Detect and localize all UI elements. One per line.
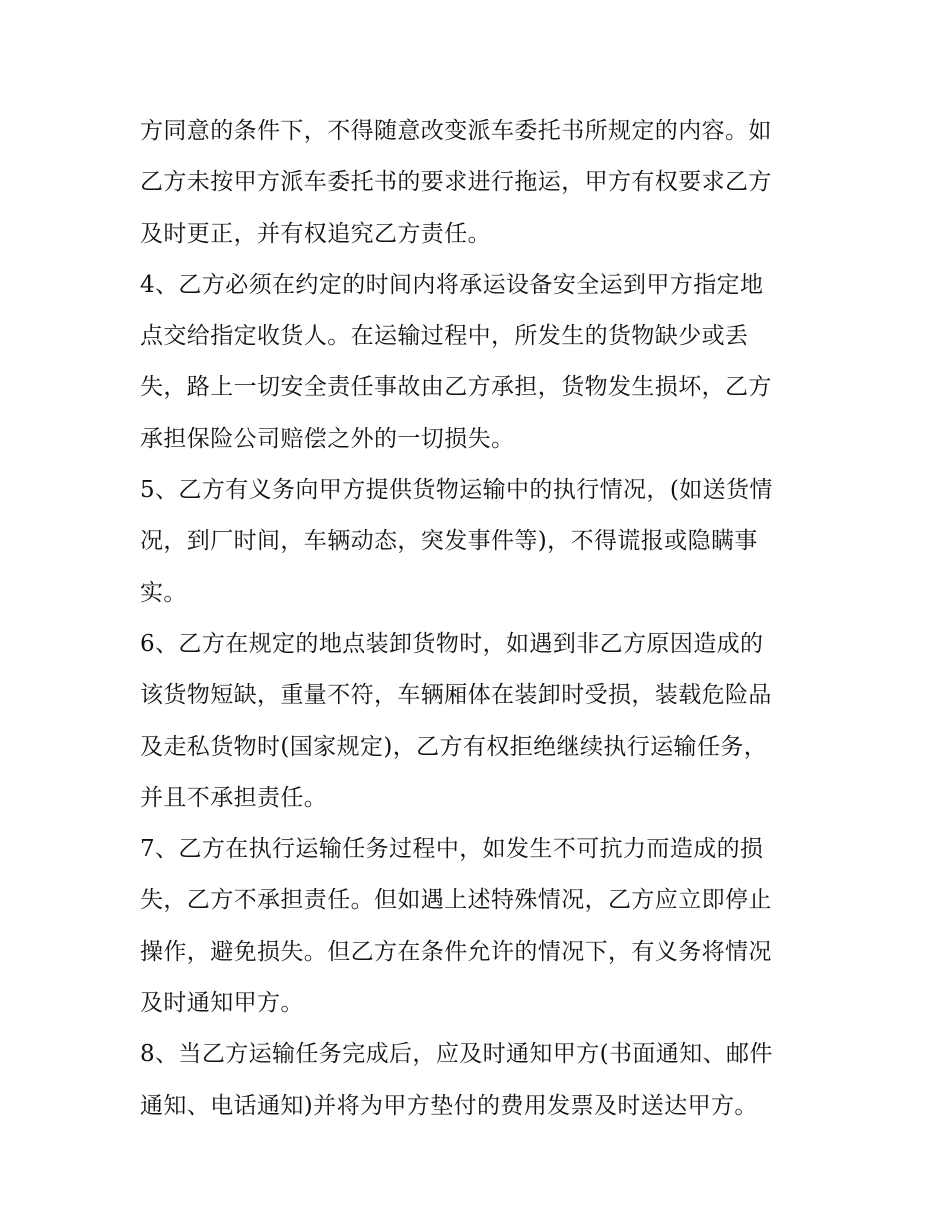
clause-5-line: 5、乙方有义务向甲方提供货物运输中的执行情况，(如送货情 bbox=[140, 477, 773, 504]
text-line: 况，到厂时间，车辆动态，突发事件等)，不得谎报或隐瞒事 bbox=[140, 528, 758, 555]
text-line: 操作，避免损失。但乙方在条件允许的情况下，有义务将情况 bbox=[140, 938, 772, 965]
text-line: 点交给指定收货人。在运输过程中，所发生的货物缺少或丢 bbox=[140, 323, 749, 350]
clause-6-line: 6、乙方在规定的地点装卸货物时，如遇到非乙方原因造成的 bbox=[140, 630, 764, 657]
clause-7-line: 7、乙方在执行运输任务过程中，如发生不可抗力而造成的损 bbox=[140, 836, 764, 863]
text-line: 及时通知甲方。 bbox=[140, 990, 304, 1017]
text-line: 并且不承担责任。 bbox=[140, 784, 328, 811]
clause-4-line: 4、乙方必须在约定的时间内将承运设备安全运到甲方指定地 bbox=[140, 271, 764, 298]
document-body bbox=[140, 106, 820, 1132]
text-line: 失，路上一切安全责任事故由乙方承担，货物发生损坏，乙方 bbox=[140, 374, 772, 401]
text-line: 及时更正，并有权追究乙方责任。 bbox=[140, 220, 491, 247]
text-line: 方同意的条件下，不得随意改变派车委托书所规定的内容。如 bbox=[140, 118, 772, 144]
text-line: 承担保险公司赔偿之外的一切损失。 bbox=[140, 425, 515, 452]
text-line: 通知、电话通知)并将为甲方垫付的费用发票及时送达甲方。 bbox=[140, 1092, 758, 1119]
text-line: 乙方未按甲方派车委托书的要求进行拖运，甲方有权要求乙方 bbox=[140, 169, 772, 196]
text-line: 失，乙方不承担责任。但如遇上述特殊情况，乙方应立即停止 bbox=[140, 887, 772, 914]
text-line: 该货物短缺，重量不符，车辆厢体在装卸时受损，装载危险品 bbox=[140, 682, 772, 709]
text-line: 实。 bbox=[140, 579, 187, 606]
clause-8-line: 8、当乙方运输任务完成后，应及时通知甲方(书面通知、邮件 bbox=[140, 1041, 773, 1068]
text-line: 及走私货物时(国家规定)，乙方有权拒绝继续执行运输任务， bbox=[140, 733, 768, 760]
